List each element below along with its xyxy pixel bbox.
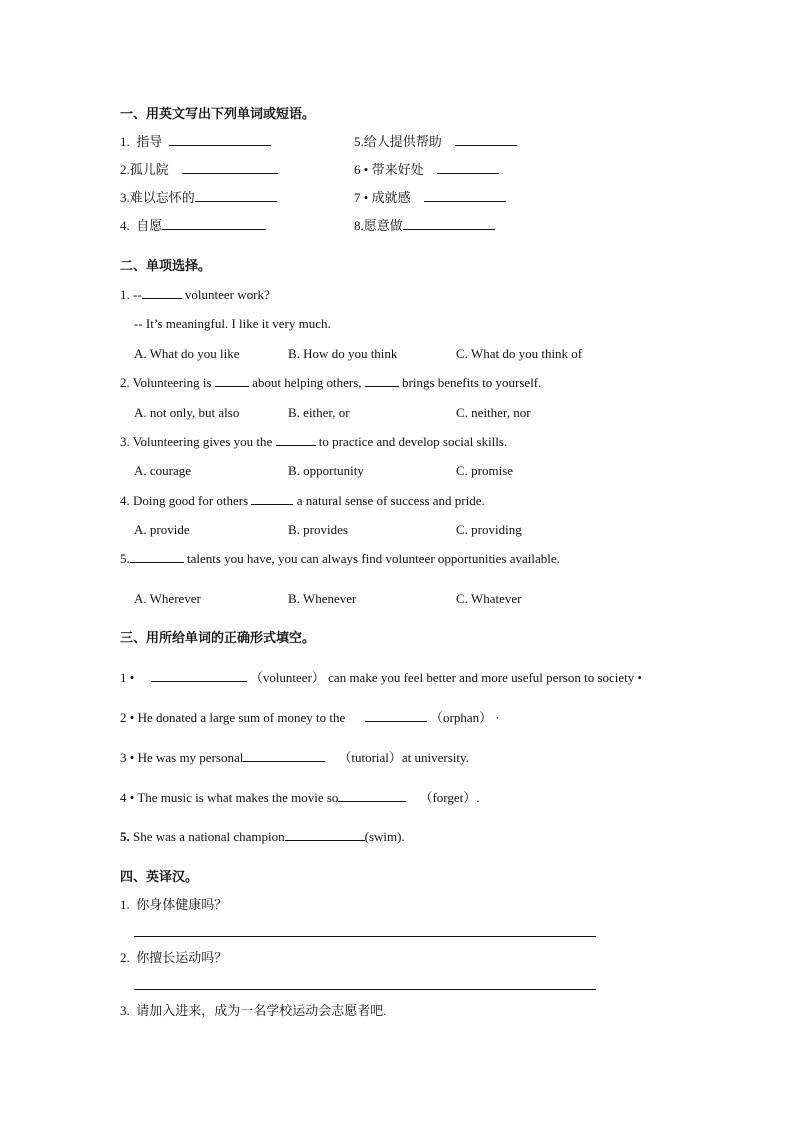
question-text: a natural sense of success and pride. bbox=[296, 493, 485, 508]
s1-item-6 bbox=[354, 162, 499, 178]
s3-item-5 bbox=[120, 829, 405, 845]
s2-question-4 bbox=[120, 493, 485, 509]
item-number: 5. bbox=[354, 134, 364, 149]
question-text: to practice and develop social skills. bbox=[318, 434, 508, 449]
answer-line[interactable] bbox=[134, 989, 596, 990]
s2-question-2 bbox=[120, 375, 541, 391]
s1-item-8 bbox=[354, 218, 495, 234]
option-a[interactable]: A. provide bbox=[134, 522, 190, 537]
option-c[interactable]: C. What do you think of bbox=[456, 346, 583, 361]
answer-blank[interactable] bbox=[243, 750, 325, 762]
s3-item-4 bbox=[120, 790, 480, 806]
word-hint: （volunteer） bbox=[249, 670, 325, 685]
answer-blank[interactable] bbox=[365, 375, 399, 387]
item-text: 带来好处 bbox=[371, 162, 424, 177]
item-text: 难以忘怀的 bbox=[129, 190, 195, 205]
question-text: talents you have, you can always find volunteer opportunities available. bbox=[187, 551, 560, 566]
question-text: 2. Volunteering is bbox=[120, 375, 212, 390]
question-text: brings benefits to yourself. bbox=[402, 375, 542, 390]
item-number: 2. bbox=[120, 162, 130, 177]
s1-item-3 bbox=[120, 190, 277, 206]
s1-item-2 bbox=[120, 162, 278, 178]
option-a[interactable]: A. not only, but also bbox=[134, 405, 240, 420]
section-2-heading: 二、单项选择。 bbox=[120, 258, 212, 273]
item-text: 孤儿院 bbox=[129, 162, 169, 177]
section-1-heading: 一、用英文写出下列单词或短语。 bbox=[120, 106, 316, 121]
s2-question-5 bbox=[120, 551, 560, 567]
answer-blank[interactable] bbox=[151, 670, 247, 682]
answer-blank[interactable] bbox=[437, 162, 499, 174]
item-number: 2. bbox=[120, 950, 130, 965]
option-c[interactable]: C. providing bbox=[456, 522, 522, 537]
item-text: 指导 bbox=[136, 134, 163, 149]
s2-question-1 bbox=[120, 287, 270, 303]
question-text: 5. bbox=[120, 551, 130, 566]
section-4-heading: 四、英译汉。 bbox=[120, 869, 199, 884]
question-text: 3. Volunteering gives you the bbox=[120, 434, 273, 449]
answer-blank[interactable] bbox=[251, 493, 293, 505]
item-number: 4. bbox=[120, 218, 130, 233]
question-text: 1. -- bbox=[120, 287, 142, 302]
option-a[interactable]: A. Wherever bbox=[134, 591, 201, 606]
option-b[interactable]: B. Whenever bbox=[288, 591, 357, 606]
answer-blank[interactable] bbox=[215, 375, 249, 387]
item-number: 2 • bbox=[120, 710, 135, 725]
option-b[interactable]: B. How do you think bbox=[288, 346, 398, 361]
item-number: 1 • bbox=[120, 670, 135, 685]
item-text: 你身体健康吗？ bbox=[136, 897, 228, 912]
item-number: 1. bbox=[120, 897, 130, 912]
answer-blank[interactable] bbox=[338, 790, 406, 802]
item-text: 给人提供帮助 bbox=[363, 134, 442, 149]
item-text: can make you feel better and more useful person to society • bbox=[328, 670, 643, 685]
item-number: 5. bbox=[120, 829, 130, 844]
s4-item-2 bbox=[120, 950, 227, 966]
item-text: . bbox=[401, 829, 405, 844]
item-text: · bbox=[495, 710, 500, 725]
s1-item-4 bbox=[120, 218, 266, 234]
item-number: 3. bbox=[120, 1003, 130, 1018]
answer-blank[interactable] bbox=[276, 434, 316, 446]
word-hint: （forget） bbox=[419, 790, 477, 805]
s1-item-7 bbox=[354, 190, 506, 206]
item-text: 愿意做 bbox=[363, 218, 403, 233]
answer-blank[interactable] bbox=[162, 218, 266, 230]
s2-question-3 bbox=[120, 434, 507, 450]
item-text: 请加入进来，成为一名学校运动会志愿者吧. bbox=[136, 1003, 387, 1018]
answer-blank[interactable] bbox=[285, 829, 365, 841]
s4-item-3 bbox=[120, 1003, 387, 1019]
item-number: 6 • bbox=[354, 162, 369, 177]
answer-blank[interactable] bbox=[195, 190, 277, 202]
section-3-heading: 三、用所给单词的正确形式填空。 bbox=[120, 630, 316, 645]
item-number: 3. bbox=[120, 190, 130, 205]
answer-blank[interactable] bbox=[169, 134, 271, 146]
item-text: 自愿 bbox=[136, 218, 163, 233]
question-text: about helping others, bbox=[252, 375, 362, 390]
s3-item-2 bbox=[120, 710, 500, 726]
item-text: He donated a large sum of money to the bbox=[137, 710, 346, 725]
option-b[interactable]: B. either, or bbox=[288, 405, 350, 420]
item-number: 1. bbox=[120, 134, 130, 149]
answer-blank[interactable] bbox=[130, 551, 184, 563]
option-a[interactable]: A. What do you like bbox=[134, 346, 240, 361]
answer-blank[interactable] bbox=[365, 710, 427, 722]
item-text: The music is what makes the movie so bbox=[137, 790, 339, 805]
s1-item-1 bbox=[120, 134, 271, 150]
option-a[interactable]: A. courage bbox=[134, 463, 192, 478]
option-c[interactable]: C. neither, nor bbox=[456, 405, 531, 420]
answer-blank[interactable] bbox=[424, 190, 506, 202]
word-hint: (swim) bbox=[364, 829, 402, 844]
option-b[interactable]: B. opportunity bbox=[288, 463, 364, 478]
answer-line[interactable] bbox=[134, 936, 596, 937]
item-text: She was a national champion bbox=[133, 829, 285, 844]
s3-item-3 bbox=[120, 750, 469, 766]
option-c[interactable]: C. promise bbox=[456, 463, 514, 478]
answer-blank[interactable] bbox=[455, 134, 517, 146]
answer-blank[interactable] bbox=[182, 162, 278, 174]
s4-item-1 bbox=[120, 897, 227, 913]
s1-item-5 bbox=[354, 134, 517, 150]
item-number: 3 • bbox=[120, 750, 135, 765]
question-text: 4. Doing good for others bbox=[120, 493, 249, 508]
item-text: . bbox=[476, 790, 480, 805]
item-text: 成就感 bbox=[371, 190, 411, 205]
question-text: volunteer work? bbox=[184, 287, 270, 302]
answer-blank[interactable] bbox=[142, 287, 182, 299]
item-number: 4 • bbox=[120, 790, 135, 805]
s2-question-1-reply: -- It’s meaningful. I like it very much. bbox=[134, 316, 331, 331]
word-hint: （orphan） bbox=[430, 710, 493, 725]
item-text: 你擅长运动吗？ bbox=[136, 950, 228, 965]
answer-blank[interactable] bbox=[403, 218, 495, 230]
option-c[interactable]: C. Whatever bbox=[456, 591, 522, 606]
item-text: at university. bbox=[401, 750, 469, 765]
item-text: He was my personal bbox=[137, 750, 244, 765]
word-hint: （tutorial） bbox=[338, 750, 402, 765]
s3-item-1 bbox=[120, 670, 642, 686]
item-number: 7 • bbox=[354, 190, 369, 205]
option-b[interactable]: B. provides bbox=[288, 522, 348, 537]
item-number: 8. bbox=[354, 218, 364, 233]
